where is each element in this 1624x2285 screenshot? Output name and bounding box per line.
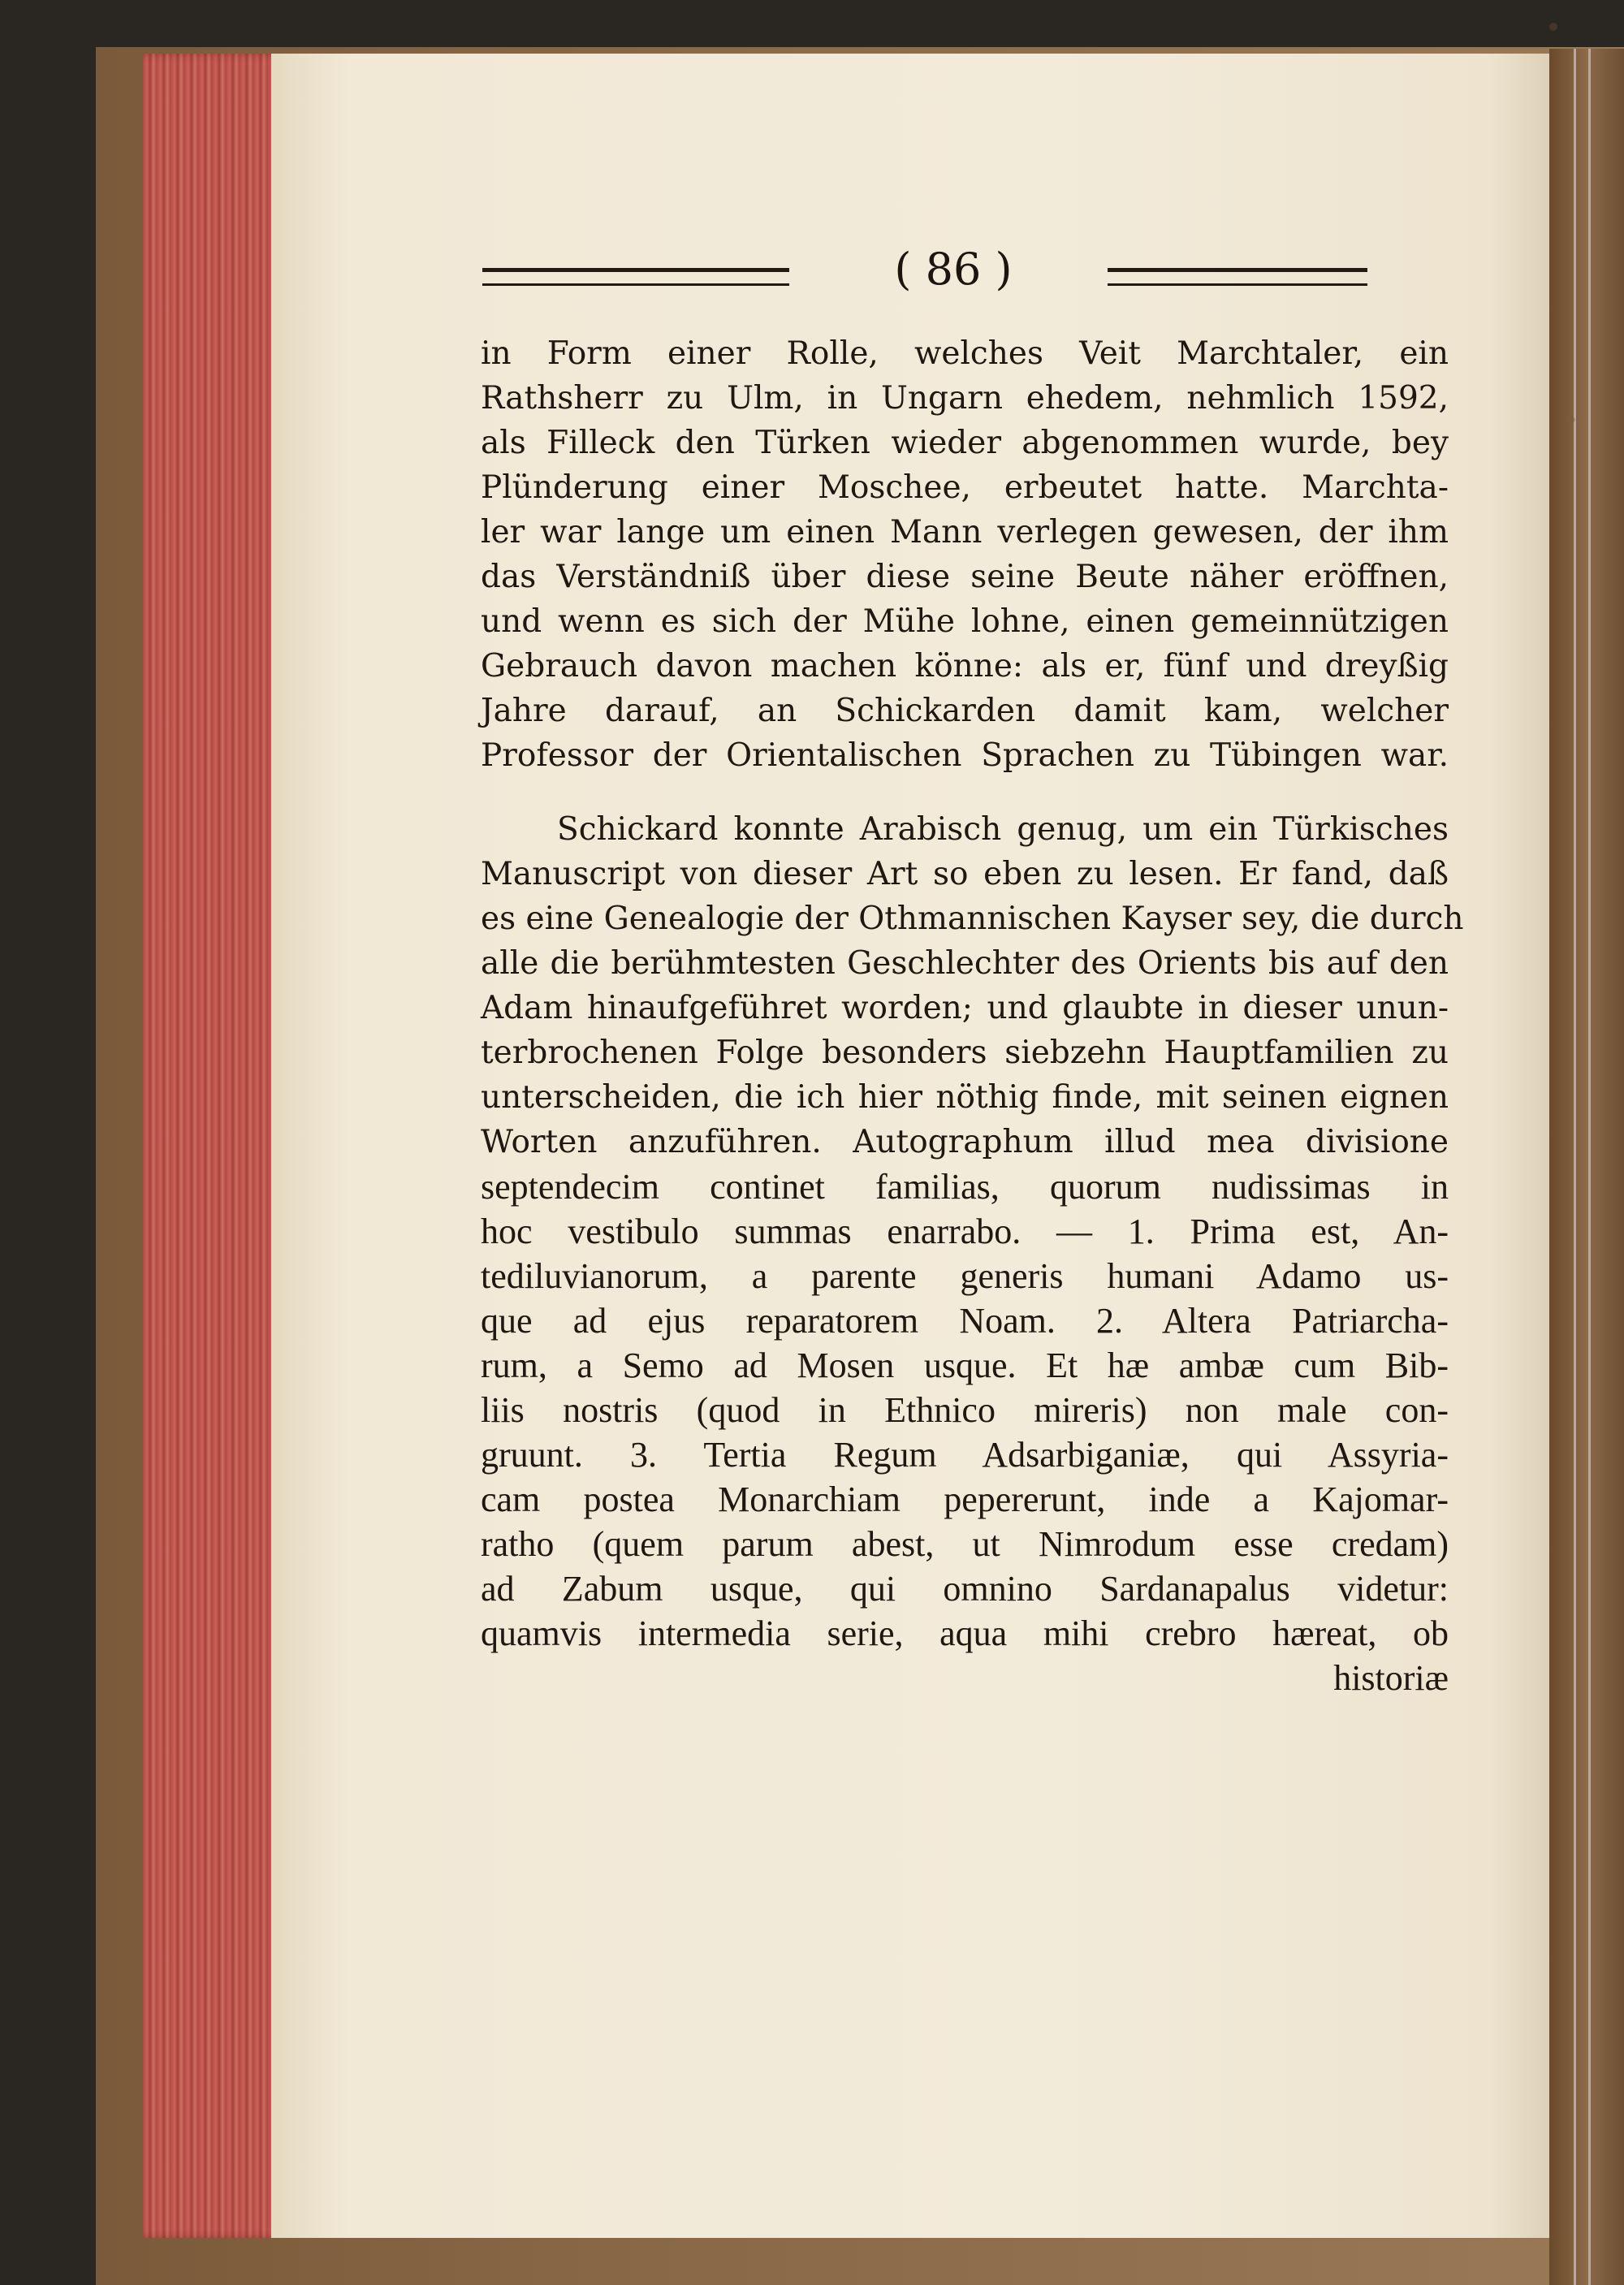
text-line: gruunt. 3. Tertia Regum Adsarbiganiæ, qui Assyria- bbox=[481, 1435, 1449, 1475]
text-line: Professor der Orientalischen Sprachen zu Tübingen war. bbox=[481, 737, 1449, 774]
text-line: Schickard konnte Arabisch genug, um ein Türkisches bbox=[557, 811, 1449, 848]
text-line: Jahre darauf, an Schickarden damit kam, welcher bbox=[481, 693, 1449, 729]
page-speck bbox=[1570, 417, 1575, 422]
text-line: Plünderung einer Moschee, erbeutet hatte. Marchta- bbox=[481, 469, 1449, 506]
text-line: ad Zabum usque, qui omnino Sardanapalus videtur: bbox=[481, 1569, 1449, 1609]
text-line: unterscheiden, die ich hier nöthig finde, mit seinen eignen bbox=[481, 1079, 1449, 1116]
text-line: Gebrauch davon machen könne: als er, fünf und dreyßig bbox=[481, 648, 1449, 685]
text-line: alle die berühmtesten Geschlechter des Orients bis auf den bbox=[481, 945, 1449, 982]
binding-thread bbox=[1574, 49, 1576, 2285]
page-speck bbox=[1549, 23, 1557, 31]
text-line: ler war lange um einen Mann verlegen gewesen, der ihm bbox=[481, 514, 1449, 551]
binding-thread bbox=[1588, 49, 1591, 2285]
paragraph-2 bbox=[481, 807, 1464, 1656]
body-text bbox=[481, 331, 1464, 1700]
text-line: das Verständniß über diese seine Beute näher eröffnen, bbox=[481, 559, 1449, 595]
header-rule-right bbox=[1108, 268, 1367, 286]
page-header bbox=[482, 244, 1367, 309]
text-line: Manuscript von dieser Art so eben zu lesen. Er fand, daß bbox=[481, 856, 1449, 892]
text-line: tediluvianorum, a parente generis humani Adamo us- bbox=[481, 1256, 1449, 1296]
text-line: terbrochenen Folge besonders siebzehn Hauptfamilien zu bbox=[481, 1035, 1449, 1071]
text-line: ratho (quem parum abest, ut Nimrodum esse credam) bbox=[481, 1524, 1449, 1564]
text-line: rum, a Semo ad Mosen usque. Et hæ ambæ cum Bib- bbox=[481, 1346, 1449, 1385]
text-line: es eine Genealogie der Othmannischen Kayser sey, die durch bbox=[481, 901, 1464, 937]
text-line: Worten anzuführen. Autographum illud mea divisione bbox=[481, 1124, 1449, 1160]
text-line: hoc vestibulo summas enarrabo. — 1. Prima est, An- bbox=[481, 1212, 1449, 1251]
text-line: Rathsherr zu Ulm, in Ungarn ehedem, nehmlich 1592, bbox=[481, 380, 1449, 417]
text-line: und wenn es sich der Mühe lohne, einen gemeinnützigen bbox=[481, 603, 1449, 640]
text-line: Adam hinaufgeführet worden; und glaubte in dieser unun- bbox=[481, 990, 1449, 1026]
paragraph-1 bbox=[481, 331, 1449, 778]
text-line: cam postea Monarchiam pepererunt, inde a Kajomar- bbox=[481, 1479, 1449, 1519]
text-line: als Filleck den Türken wieder abgenommen wurde, bey bbox=[481, 425, 1449, 461]
paragraph-gap bbox=[481, 778, 1449, 807]
page-edges bbox=[143, 54, 281, 2238]
text-line: in Form einer Rolle, welches Veit Marchtaler, ein bbox=[481, 335, 1449, 372]
binding-gutter bbox=[1549, 49, 1624, 2285]
text-line: quamvis intermedia serie, aqua mihi crebro hæreat, ob bbox=[481, 1613, 1449, 1653]
catchword: historiæ bbox=[1333, 1658, 1449, 1698]
text-line: liis nostris (quod in Ethnico mireris) non male con- bbox=[481, 1390, 1449, 1430]
header-rule-left bbox=[482, 268, 789, 286]
text-line: que ad ejus reparatorem Noam. 2. Altera Patriarcha- bbox=[481, 1301, 1449, 1341]
page-number: ( 86 ) bbox=[894, 244, 1013, 295]
text-line: septendecim continet familias, quorum nudissimas in bbox=[481, 1167, 1449, 1207]
